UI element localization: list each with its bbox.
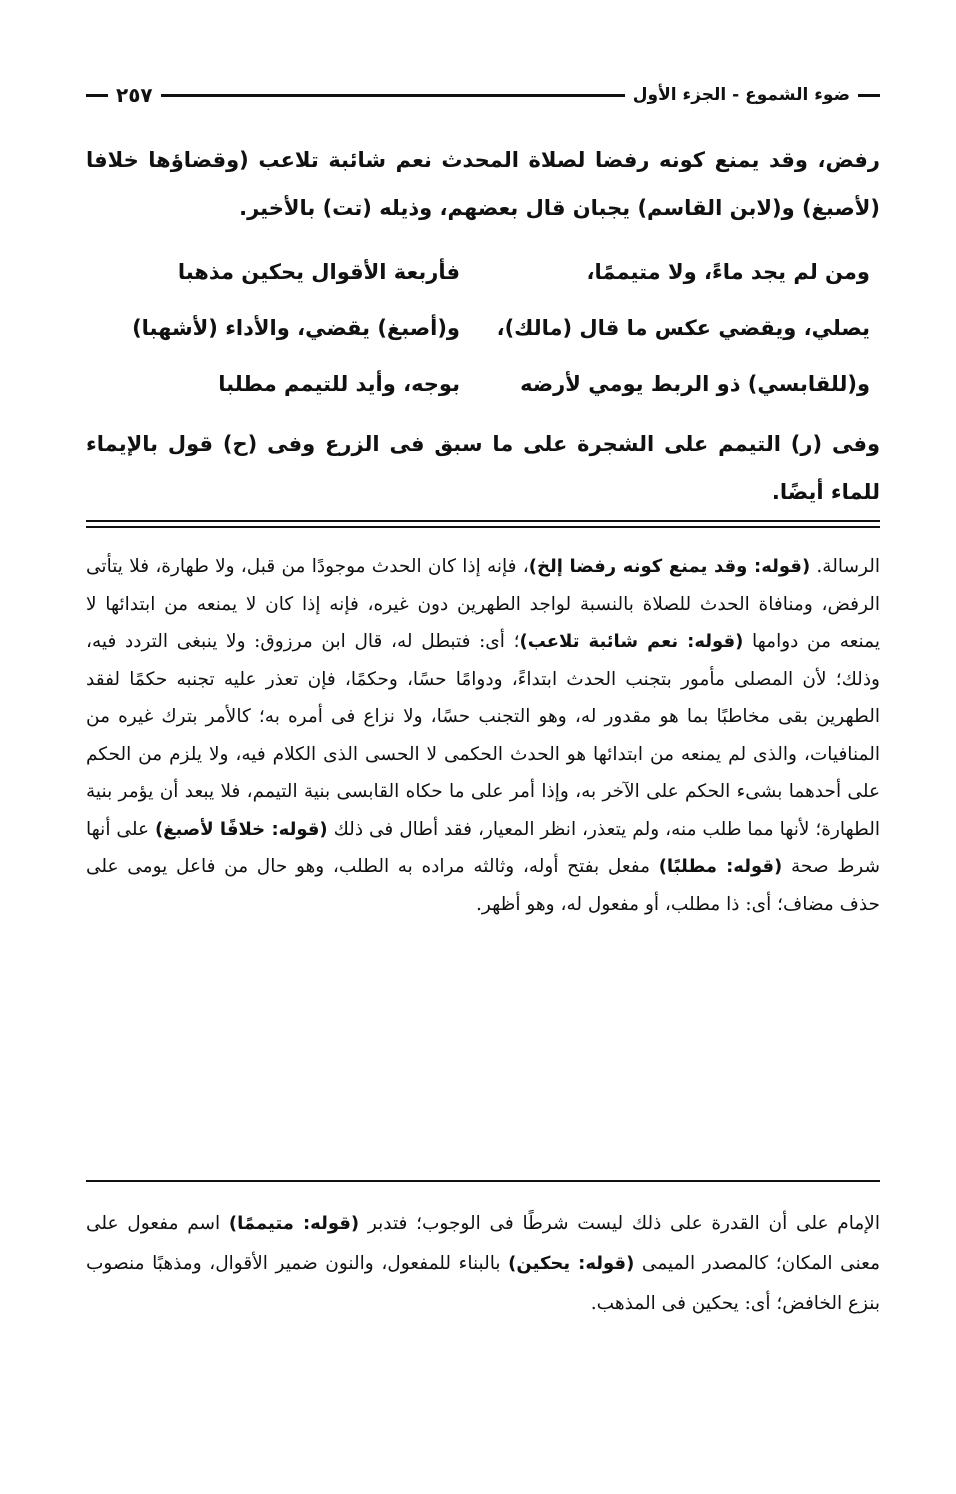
verse-second-hemistich: و(أصبغ) يقضي، والأداء (لأشهبا) — [132, 316, 460, 340]
header-dash-left — [86, 94, 108, 97]
verse-line — [110, 300, 870, 356]
double-separator-rule — [86, 520, 880, 528]
footnote-text: بالبناء للمفعول، والنون ضمير الأقوال، ومذهبًا منصوب بنزع الخافض؛ أى: يحكين فى المذهب. — [86, 1253, 880, 1314]
verse-second-hemistich: بوجه، وأيد للتيمم مطلبا — [218, 372, 460, 396]
commentary-section — [86, 548, 880, 923]
footnote-quote: (قوله: متيممًا) — [228, 1213, 360, 1234]
main-paragraph-1: رفض، وقد يمنع كونه رفضا لصلاة المحدث نعم شائبة تلاعب (وقضاؤها خلافا (لأصبغ) و(لابن القاسم) يجبان قال بعضهم، وذيله (تت) بالأخير. — [86, 148, 880, 220]
footnote-separator-rule — [86, 1180, 880, 1182]
commentary-quote: (قوله: وقد يمنع كونه رفضا إلخ) — [528, 556, 811, 577]
main-paragraph-2: وفى (ر) التيمم على الشجرة على ما سبق فى الزرع وفى (ح) قول بالإيماء للماء أيضًا. — [86, 432, 880, 504]
verse-first-hemistich: و(للقابسي) ذو الربط يومي لأرضه — [520, 372, 870, 396]
verse-line — [110, 356, 870, 412]
commentary-text: مفعل بفتح أوله، وثالثه مراده به الطلب، وهو حال من فاعل يومى على حذف مضاف؛ أى: ذا مطلب، أو مفعول له، وهو أظهر. — [86, 856, 880, 915]
verse-line — [110, 244, 870, 300]
verse-second-hemistich: فأربعة الأقوال يحكين مذهبا — [177, 260, 460, 284]
commentary-text: الرسالة. — [810, 556, 880, 577]
footnote-section — [86, 1204, 880, 1324]
main-text — [86, 136, 880, 232]
commentary-text: ؛ أى: فتبطل له، قال ابن مرزوق: ولا ينبغى التردد فيه، وذلك؛ لأن المصلى مأمور بتجنب الحدث ابتداءً، ودوامًا حسًا، وحكمًا، فإن تعذر عليه تجنبه حكمًا لفقد الطهرين بقى مخاطبًا بما هو مقدور له، وهو التجنب حسًا، ولا نزاع فى أمره به؛ كالأمر بترك غيره من المنافيات، والذى لم يمنعه من ابتدائها هو الحدث الحكمى لا الحسى الذى الكلام فيه، ولا يلزم من الحكم على أحدهما بشىء الحكم على الآخر به، وإذا أمر على ما حكاه القابسى بنية التيمم، فلا يبعد أن يؤمر بنية الطهارة؛ لأنها مما طلب منه، ولم يتعذر، انظر المعيار، فقد أطال فى ذلك — [86, 631, 881, 840]
footnote-text: الإمام على أن القدرة على ذلك ليست شرطًا فى الوجوب؛ فتدبر — [359, 1213, 880, 1234]
header-rule — [161, 94, 625, 97]
page-number: ٢٥٧ — [116, 83, 153, 107]
commentary-quote: (قوله: مطلبًا) — [658, 856, 783, 877]
commentary-quote: (قوله: خلافًا لأصبغ) — [154, 818, 328, 840]
running-header — [86, 80, 880, 110]
footnote-quote: (قوله: يحكين) — [508, 1253, 635, 1274]
header-dash-right — [858, 94, 880, 97]
commentary-quote: (قوله: نعم شائبة تلاعب) — [519, 631, 744, 652]
commentary-text: ، فإنه إذا كان الحدث موجودًا من قبل، ولا طهارة، فلا يتأتى الرفض، ومنافاة الحدث للصلاة بالنسبة لواجد الطهرين دون غيره، فإنه إذا كان لا يمنعه من ابتدائها لا يمنعه من دوامها — [86, 556, 880, 652]
verse-first-hemistich: ومن لم يجد ماءً، ولا متيممًا، — [586, 260, 870, 284]
commentary-text: على أنها شرط صحة — [86, 818, 881, 877]
poem-verses — [110, 244, 870, 412]
verse-first-hemistich: يصلي، ويقضي عكس ما قال (مالك)، — [496, 316, 870, 340]
footnote-text: اسم مفعول على معنى المكان؛ كالمصدر الميمى — [86, 1213, 880, 1274]
book-title: ضوء الشموع - الجزء الأول — [632, 85, 850, 105]
